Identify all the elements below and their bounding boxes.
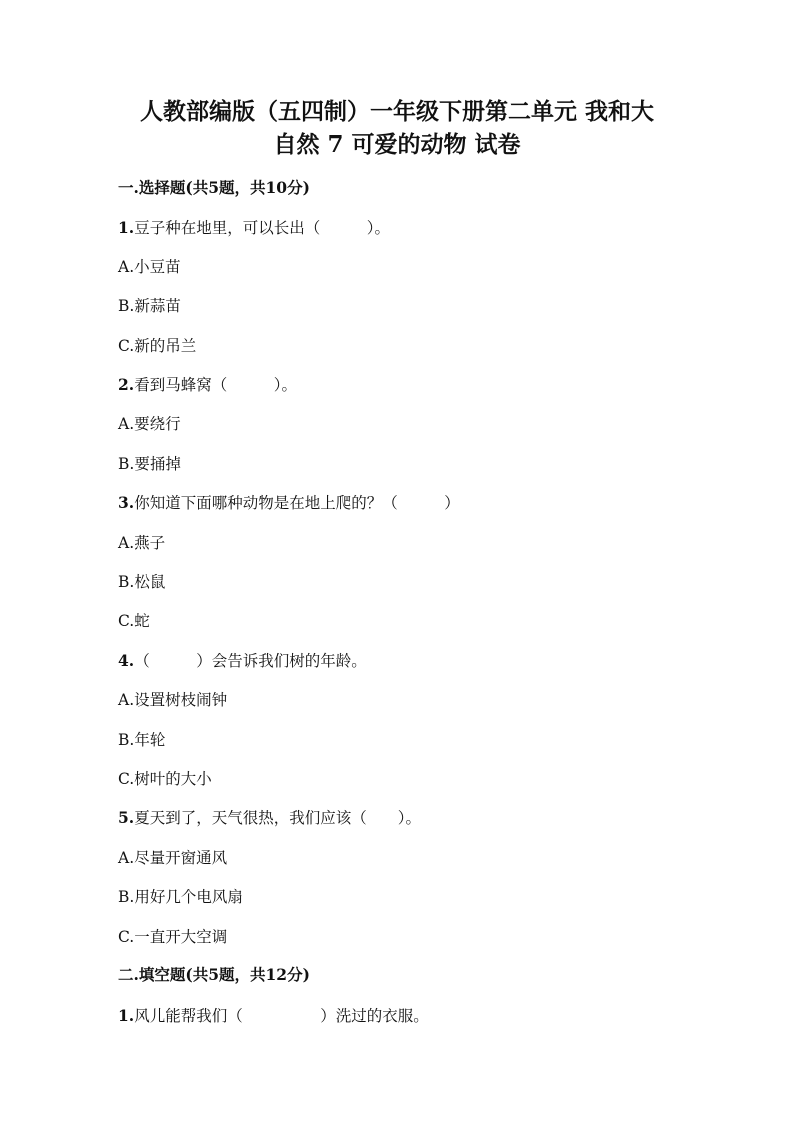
question-4 — [118, 651, 367, 671]
option-4b: B.年轮 — [118, 731, 166, 749]
question-text: 看到马蜂窝（ ）。 — [134, 376, 297, 394]
question-text: 风儿能帮我们（ ）洗过的衣服。 — [134, 1007, 429, 1025]
fill-question-1 — [118, 1006, 429, 1026]
option-2b: B.要捅掉 — [118, 455, 181, 473]
question-1 — [118, 218, 390, 238]
question-number: 4. — [118, 651, 135, 670]
question-text: 夏天到了，天气很热，我们应该（ ）。 — [134, 809, 421, 827]
option-1b: B.新蒜苗 — [118, 297, 181, 315]
question-number: 3. — [118, 493, 135, 512]
option-5a: A.尽量开窗通风 — [118, 849, 228, 867]
question-number: 1. — [118, 218, 135, 237]
question-number: 1. — [118, 1006, 135, 1025]
exam-title-line-2: 自然 7 可爱的动物 试卷 — [273, 131, 521, 158]
option-3c: C.蛇 — [118, 612, 150, 630]
option-3a: A.燕子 — [118, 534, 166, 552]
option-4a: A.设置树枝闹钟 — [118, 691, 228, 709]
question-text: 你知道下面哪种动物是在地上爬的？（ ） — [134, 494, 460, 512]
option-2a: A.要绕行 — [118, 415, 181, 433]
exam-title-line-1: 人教部编版（五四制）一年级下册第二单元 我和大 — [139, 98, 654, 125]
option-1a: A.小豆苗 — [118, 258, 181, 276]
option-1c: C.新的吊兰 — [118, 337, 197, 355]
question-3 — [118, 493, 460, 513]
question-5 — [118, 808, 421, 828]
question-text: 豆子种在地里，可以长出（ ）。 — [134, 219, 390, 237]
option-5c: C.一直开大空调 — [118, 928, 228, 946]
option-4c: C.树叶的大小 — [118, 770, 212, 788]
question-2 — [118, 375, 297, 395]
section-2-header: 二.填空题(共5题，共12分) — [118, 965, 310, 984]
question-text: （ ）会告诉我们树的年龄。 — [134, 652, 367, 670]
option-3b: B.松鼠 — [118, 573, 166, 591]
option-5b: B.用好几个电风扇 — [118, 888, 243, 906]
question-number: 2. — [118, 375, 135, 394]
section-1-header: 一.选择题(共5题，共10分) — [118, 178, 310, 197]
question-number: 5. — [118, 808, 135, 827]
